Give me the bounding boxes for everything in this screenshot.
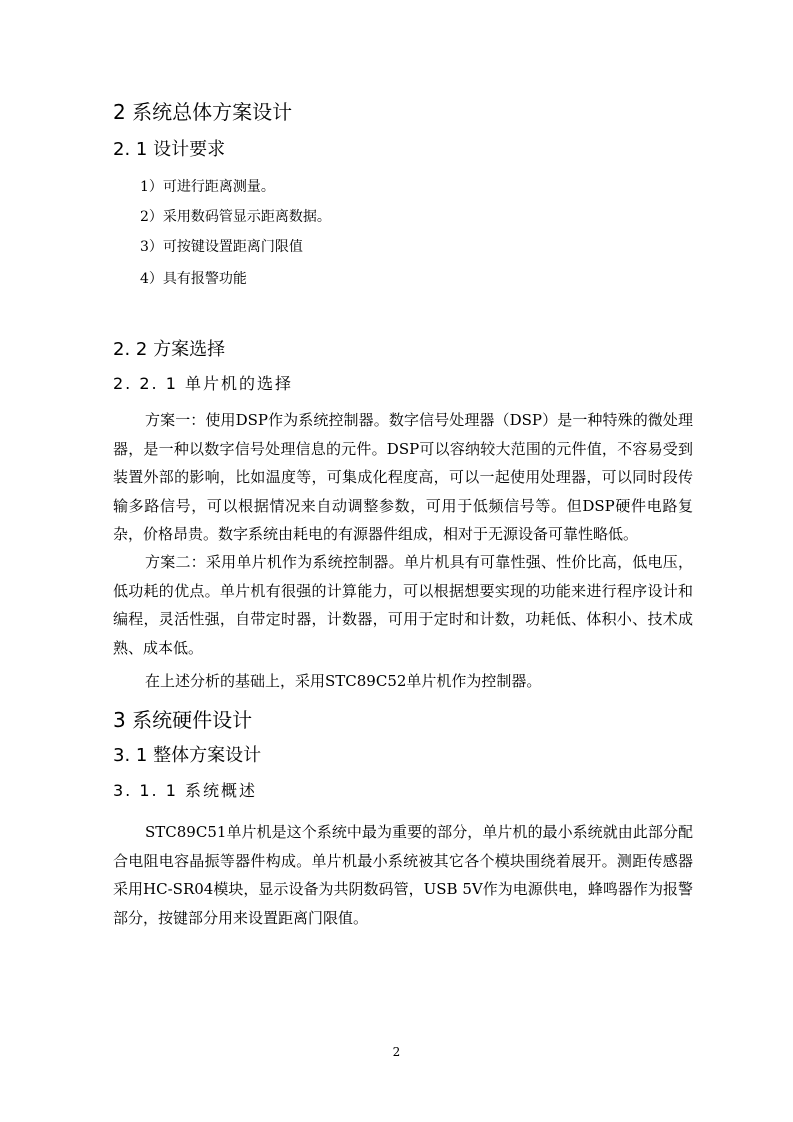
requirement-item: 2）采用数码管显示距离数据。	[140, 209, 331, 225]
section-3-1-title: 3. 1 整体方案设计	[113, 745, 262, 766]
requirement-item: 3）可按键设置距离门限值	[140, 239, 303, 255]
page-number: 2	[392, 1045, 401, 1059]
section-3-1-1-title: 3. 1. 1 系统概述	[113, 781, 257, 800]
overview-paragraph: STC89C51单片机是这个系统中最为重要的部分，单片机的最小系统就由此部分配合电阻电容晶振等器件构成。单片机最小系统被其它各个模块围绕着展开。测距传感器采用HC-SR04模块，显示设备为共阴数码管，USB 5V作为电源供电，蜂鸣器作为报警部分，按键部分用来设置距离门限值。	[113, 823, 693, 927]
plan-two-paragraph: 方案二：采用单片机作为系统控制器。单片机具有可靠性强、性价比高，低电压，低功耗的优点。单片机有很强的计算能力，可以根据想要实现的功能来进行程序设计和编程，灵活性强，自带定时器，计数器，可用于定时和计数，功耗低、体积小、技术成熟、成本低。	[113, 553, 693, 657]
section-2-1-title: 2. 1 设计要求	[113, 139, 226, 160]
section-2-2-1-title: 2. 2. 1 单片机的选择	[113, 374, 293, 393]
section-3-title: 3 系统硬件设计	[113, 708, 253, 732]
conclusion-paragraph: 在上述分析的基础上，采用STC89C52单片机作为控制器。	[145, 672, 542, 690]
section-2-2-title: 2. 2 方案选择	[113, 339, 226, 360]
requirement-item: 1）可进行距离测量。	[140, 179, 275, 195]
plan-one-paragraph: 方案一：使用DSP作为系统控制器。数字信号处理器（DSP）是一种特殊的微处理器，是一种以数字信号处理信息的元件。DSP可以容纳较大范围的元件值，不容易受到装置外部的影响，比如温度等，可集成化程度高，可以一起使用处理器，可以同时段传输多路信号，可以根据情况来自动调整参数，可用于低频信号等。但DSP硬件电路复杂，价格昂贵。数字系统由耗电的有源器件组成，相对于无源设备可靠性略低。	[113, 411, 693, 543]
section-2-title: 2 系统总体方案设计	[113, 100, 293, 124]
requirement-item: 4）具有报警功能	[140, 271, 247, 287]
